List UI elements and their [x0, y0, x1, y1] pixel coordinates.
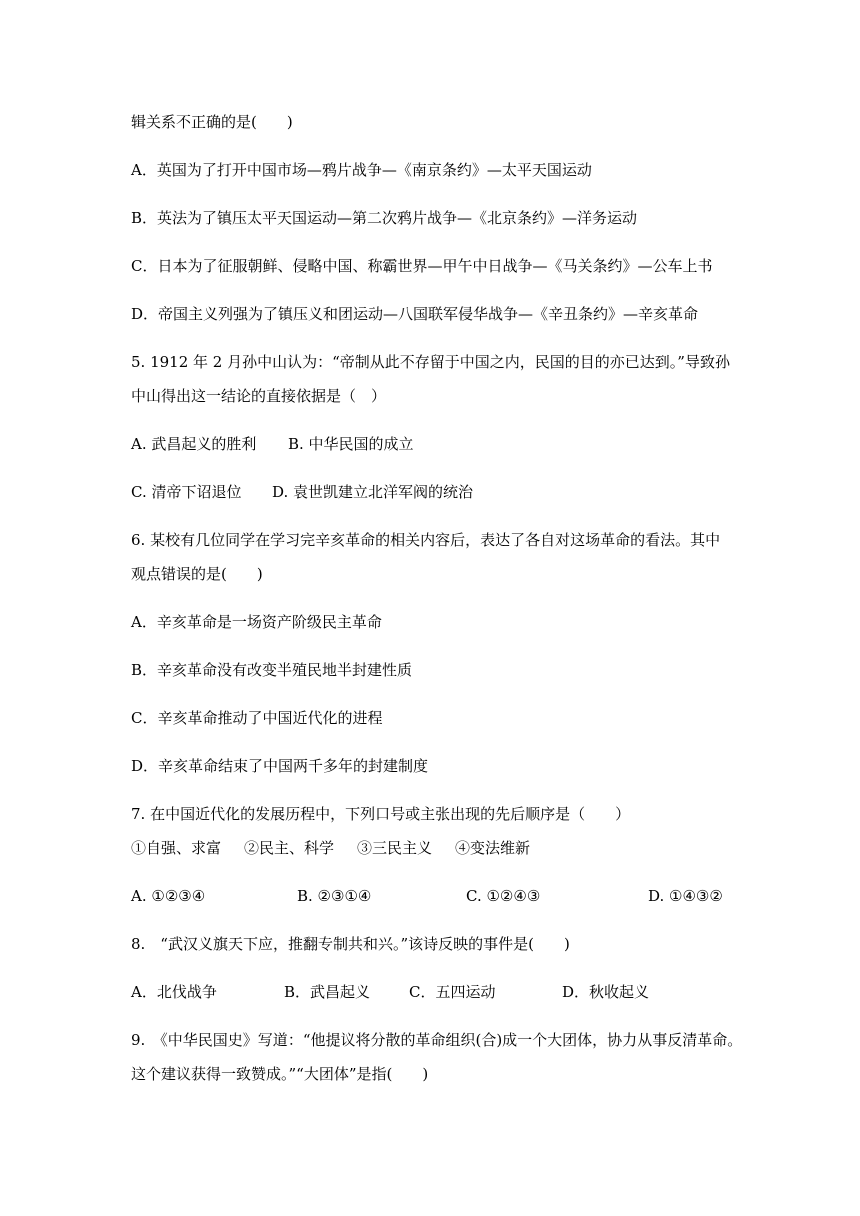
q5-option-c: C. 清帝下诏退位	[131, 483, 242, 501]
q7-item-2: ②民主、科学	[244, 839, 335, 857]
q7-item-3: ③三民主义	[357, 839, 433, 857]
q5-option-d: D. 袁世凯建立北洋军阀的统治	[272, 483, 474, 501]
q6-option-c: C．辛亥革命推动了中国近代化的进程	[131, 709, 383, 727]
q7-option-d: D. ①④③②	[648, 887, 723, 905]
q7-item-1: ①自强、求富	[131, 839, 222, 857]
q7-stem: 7. 在中国近代化的发展历程中，下列口号或主张出现的先后顺序是（ ）	[131, 805, 631, 823]
q4-option-b: B．英法为了镇压太平天国运动—第二次鸦片战争—《北京条约》—洋务运动	[131, 209, 638, 227]
q8-option-c: C．五四运动	[409, 983, 496, 1001]
q7-option-a: A. ①②③④	[131, 887, 206, 905]
q5-option-a: A. 武昌起义的胜利	[131, 435, 257, 453]
q6-option-b: B．辛亥革命没有改变半殖民地半封建性质	[131, 661, 413, 679]
q6-option-a: A．辛亥革命是一场资产阶级民主革命	[131, 613, 382, 631]
q8-option-a: A．北伐战争	[131, 983, 217, 1001]
q5-option-b: B. 中华民国的成立	[288, 435, 414, 453]
q7-item-4: ④变法维新	[455, 839, 531, 857]
q7-option-c: C. ①②④③	[466, 887, 541, 905]
q6-option-d: D．辛亥革命结束了中国两千多年的封建制度	[131, 757, 429, 775]
q4-option-c: C．日本为了征服朝鲜、侵略中国、称霸世界—甲午中日战争—《马关条约》—公车上书	[131, 257, 713, 275]
q4-option-a: A．英国为了打开中国市场—鸦片战争—《南京条约》—太平天国运动	[131, 161, 592, 179]
q9-stem-line2: 这个建议获得一致赞成。”“大团体”是指( )	[131, 1065, 429, 1083]
q6-stem-line1: 6. 某校有几位同学在学习完辛亥革命的相关内容后，表达了各自对这场革命的看法。其中	[131, 531, 721, 549]
q9-stem-line1: 9. 《中华民国史》写道：“他提议将分散的革命组织(合)成一个大团体，协力从事反清革命。	[131, 1031, 743, 1049]
q6-stem-line2: 观点错误的是( )	[131, 565, 263, 583]
q7-option-b: B. ②③①④	[297, 887, 372, 905]
q8-option-d: D．秋收起义	[562, 983, 650, 1001]
q5-stem-line2: 中山得出这一结论的直接依据是（ ）	[131, 387, 387, 405]
q5-stem-line1: 5. 1912 年 2 月孙中山认为：“帝制从此不存留于中国之内，民国的目的亦已达到。”导致孙	[131, 353, 730, 371]
q4-option-d: D．帝国主义列强为了镇压义和团运动—八国联军侵华战争—《辛丑条约》—辛亥革命	[131, 305, 699, 323]
q4-stem-tail: 辑关系不正确的是( )	[131, 113, 293, 131]
q8-option-b: B．武昌起义	[284, 983, 371, 1001]
q8-stem: 8. “武汉义旗天下应，推翻专制共和兴。”该诗反映的事件是( )	[131, 935, 570, 953]
